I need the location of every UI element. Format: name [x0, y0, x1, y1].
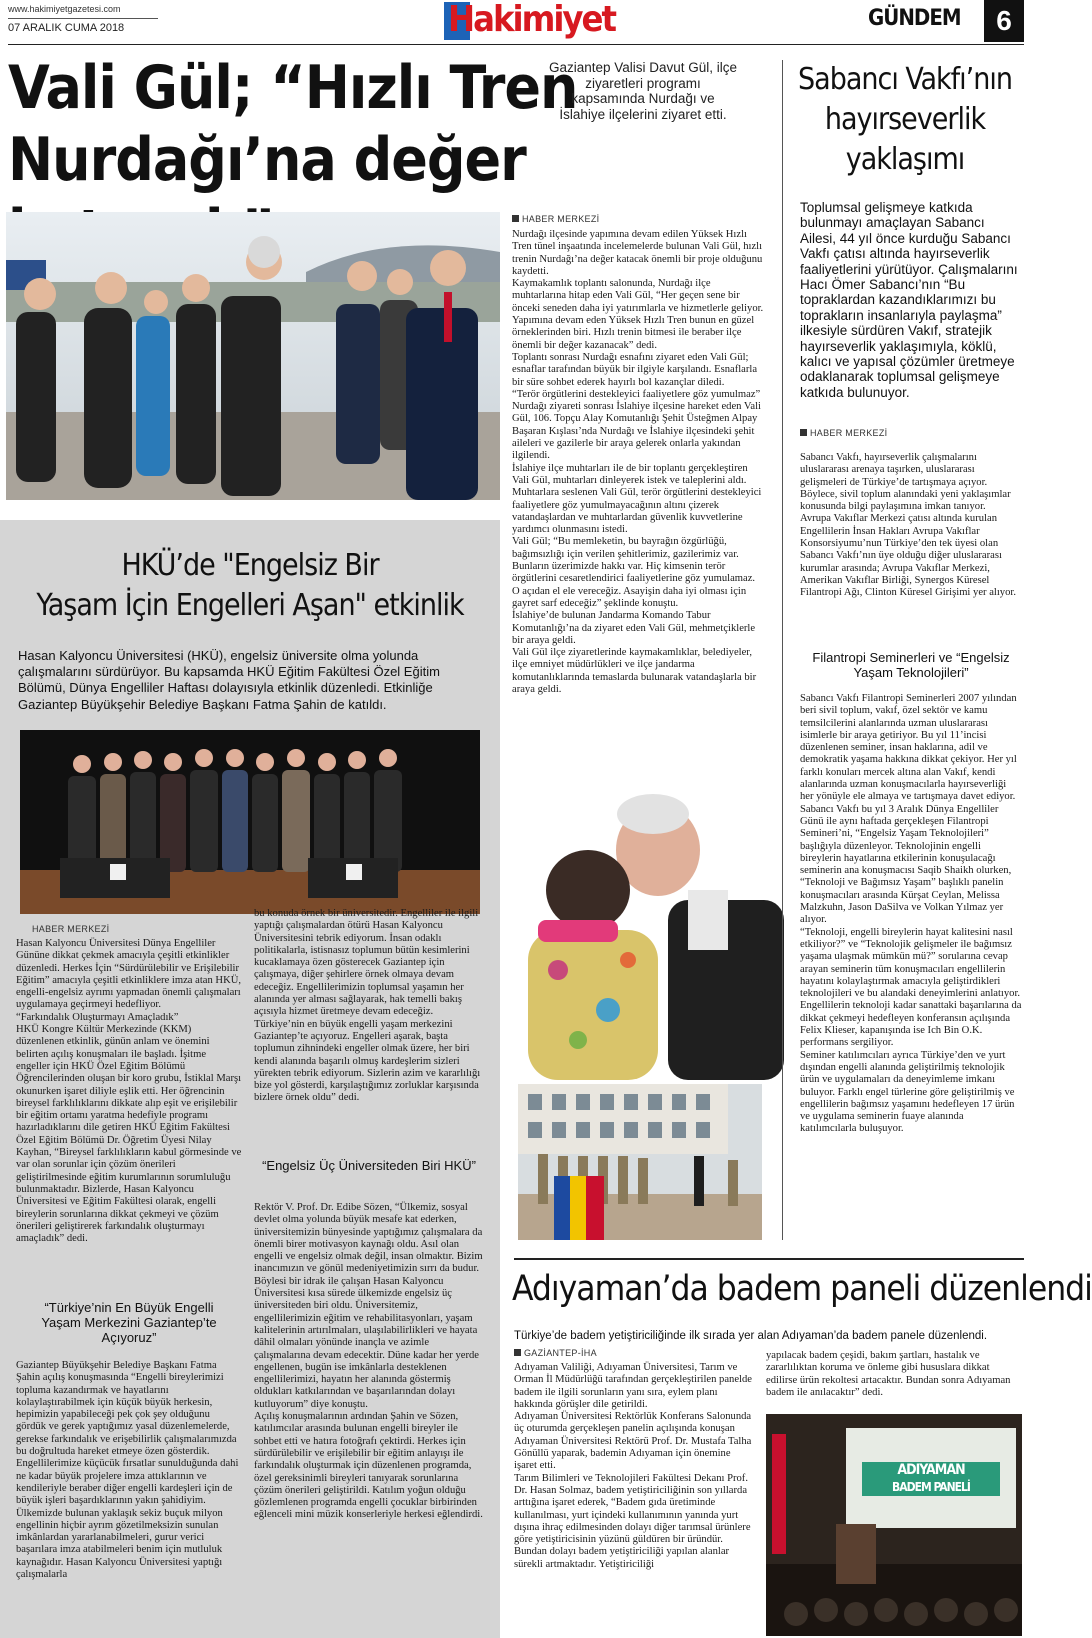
- masthead-rule: [8, 44, 1024, 45]
- hku-story-box: [0, 520, 500, 1638]
- adiyaman-top-rule: [514, 1258, 1024, 1260]
- sabanci-headline: Sabancı Vakfı’nın hayırseverlik yaklaşımı: [798, 62, 1012, 177]
- hku-headline-line2: Yaşam İçin Engelleri Aşan" etkinlik: [36, 588, 464, 623]
- logo-text: Hakimiyet: [448, 0, 615, 40]
- adiyaman-headline: Adıyaman’da badem paneli düzenlendi: [512, 1269, 1092, 1309]
- lead-photo: [6, 212, 500, 500]
- adiyaman-deck: Türkiye’de badem yetiştiriciliğinde ilk sırada yer alan Adıyaman’da badem panele düzenlendi.: [514, 1330, 988, 1342]
- sabanci-byline-text: HABER MERKEZİ: [810, 428, 888, 438]
- hku-col1b: Gaziantep Büyükşehir Belediye Başkanı Fatma Şahin açılış konuşmasında “Engelli bireylerimizi topluma kazandırmak ve hayatlarını kolaylaştırabilmek için küçük büyük herkesin, hepimizin yapabileceği pek çok şey olduğunu gördük ve gerek yaptığımız yasal düzenlemelerde, gerekse farkındalık ve erişebilirlik çalışmalarımızda bu doğrultuda hareket etmeye özen gösterdik. Engellilerimize küçücük fırsatlar sunulduğunda dahi ne kadar büyük projelere imza attıklarının ve kendileriyle beraber diğer engelli kardeşleri için de büyük işleri başardıklarının yakın şahidiyim. Ülkemizde bulunan yaklaşık sekiz buçuk milyon engellinin hiçbir ayrım gözetilmeksizin sunulan imkânlardan yararlanabilmeleri, gurur verici başarılara imza atabilmeleri benim için mutluluk kaynağıdır. Hasan Kalyoncu Üniversitesi yaptığı çalışmalarla: [16, 1360, 239, 1581]
- hku-stage-illustration: [20, 730, 480, 914]
- lead-byline-text: HABER MERKEZİ: [522, 214, 600, 224]
- byline-square-icon: [800, 429, 807, 436]
- lead-headline: Vali Gül; “Hızlı Tren Nurdağı’na değer: [8, 53, 578, 195]
- section-label: GÜNDEM: [868, 6, 961, 31]
- page-number-box: [984, 0, 1024, 42]
- hku-headline-line1: HKÜ’de "Engelsiz Bir: [121, 548, 379, 583]
- hku-col1-subhead: “Türkiye’nin En Büyük Engelli Yaşam Merkezini Gaziantep’te Açıyoruz”: [41, 1300, 217, 1345]
- adiyaman-col2: yapılacak badem çeşidi, bakım şartları, hastalık ve zararlılıktan koruma ve önleme gibi hususlara dikkat edilirse ürün rekoltesi artacaktır. Bundan sonra Adıyaman badem ile anılacaktır” dedi.: [766, 1350, 1011, 1398]
- adiyaman-byline-text: GAZİANTEP-İHA: [524, 1348, 597, 1358]
- column-rule-right: [782, 60, 783, 1240]
- hku-col1: Hasan Kalyoncu Üniversitesi Dünya Engelliler Gününe dikkat çekmek amacıyla çeşitli etkinlikler düzenledi. Herkes İçin “Sürdürülebilir ve Erişilebilir Eğitim” amacıyla çeşitli etkinliklere imza atan HKÜ, engelli-engelsiz ayrımı yapmadan önemli çalışmaları uygulamaya geçirmeyi hedefliyor. “Farkındalık Oluşturmayı Amaçladık” HKÜ Kongre Kültür Merkezinde (KKM) düzenlenen etkinlik, günün anlam ve önemini belirten açılış konuşmaları ile başladı. İşitme engeller için HKÜ Özel Eğitim Bölümü Öğrencilerinden oluşan bir koro grubu, İstiklal Marşı okunurken işaret diliyle eşlik etti. Her öğrencinin bireysel farklılıklarını dikkate alıp eşit ve erişilebilir bir eğitim ortamı yaratma hedefiyle programı hazırladıklarını dile getiren HKÜ Eğitim Fakültesi Özel Eğitim Bölümü Dr. Öğretim Üyesi Nilay Kayhan, “Bireysel farklılıkların kabul görmesinde ve var olan sorunlar için çözüm önerileri geliştirilmesinde eğitim kurumlarının sorumluluğu bulunmaktadır. Bizlerde, Hasan Kalyoncu Üniversitesi ve Eğitim Fakültesi olarak, engelli bireylerin sorunlarına dikkat çekmeyi ve çözüm önerileri geliştirerek farkındalık oluşturmayı amaçladık” dedi.: [16, 938, 242, 1245]
- issue-date: 07 ARALIK CUMA 2018: [8, 22, 125, 34]
- hku-col2b: Rektör V. Prof. Dr. Edibe Sözen, “Ülkemiz, sosyal devlet olma yolunda büyük mesafe kat ederken, üniversitemizin bünyesinde yaptığımız çalışmalara da önemli birer motivasyon kaynağı oldu. Asıl olan engelli ve engelsiz olmak değil, insan olmaktır. Bizim inancımızın ve gönül medeniyetimizin sırrı da budur. Böylesi bir idrak ile çalışan Hasan Kalyoncu Üniversitesi kısa sürede ülkemizde engelsiz üç üniversiteden biri oldu. Üniversitemiz, engellilerimizin eğitim ve rehabilitasyonları, yaşam kalitelerinin artırılmaları, ulaşılabilirlikleri ve hayata dâhil olmaları yönünde inançla ve azimle çalışmalarına devam edecektir. Düne kadar her yerde engellenen, bugün ise imkânlarla desteklenen engellilerimizi, hayatın her alanında göstermiş oldukları katkılarından ve başarılarından dolayı kutluyorum” diye konuştu. Açılış konuşmalarının ardından Şahin ve Sözen, katılımcılar arasında bulunan engelli bireyler ile sohbet etti ve hatıra fotoğrafı çektirdi. Herkes için sürdürülebilir ve erişilebilir bir eğitim anlayışı ile farkındalık oluşturmak için düzenlenen programda, özel gereksinimli bireyleri tanıyarak sorunlarına çözüm önerileri geliştirildi. Katılım yoğun olduğu gözlemlenen programda engelli çocuklar birbirinden eğlenceli mini müzik konserleriyle herkesi eğlendirdi.: [254, 1202, 483, 1521]
- badem-panel-illustration: [766, 1414, 1022, 1636]
- adiyaman-byline: [514, 1348, 597, 1358]
- lead-deck: Gaziantep Valisi Davut Gül, ilçe ziyaretleri programı kapsamında Nurdağı ve İslahiye ilçelerini ziyaret etti.: [548, 60, 738, 122]
- page-number: 6: [996, 5, 1012, 36]
- hakimiyet-logo[interactable]: [444, 2, 630, 40]
- hku-byline: HABER MERKEZİ: [32, 924, 110, 934]
- hku-col2: bu konuda örnek bir üniversitedir. Engelliler ile ilgili yaptığı çalışmalardan ötürü Hasan Kalyoncu Üniversitesini tebrik ediyorum. İnsan odaklı politikalarla, istisnasız toplumun bütün kesimlerini kucaklamaya özen gösterecek Gaziantep için çalışmaya, diğer şehirlere örnek olmaya devam edeceğiz. Engellilerimizin toplumsal yaşamın her alanında yer alması sağlayarak, hak temelli bakış açısıyla hizmet üretmeye devam edeceğiz. Türkiye’nin en büyük engelli yaşam merkezini Gaziantep’te açıyoruz. Engelleri aşarak, başta toplumun zihnindeki engeller olmak üzere, her biri kendi alanında başarılı olmuş kardeşlerim sizleri yürekten tebrik ediyorum. Sizlerin azim ve kararlılığı bize yol gösterdi, karşılaştığımız zorluklar karşısında bizlere örnek oldu” dedi.: [254, 908, 481, 1104]
- sabanci-body-1: Sabancı Vakfı, hayırseverlik çalışmalarını uluslararası arenaya taşırken, uluslararası gelişmeleri de Türkiye’de tartışmaya açıyor. Böylece, sivil toplum alanındaki yeni yaklaşımlar konusunda bilgi paylaşımına imkan tanıyor. Avrupa Vakıflar Merkezi çatısı altında kurulan Engellilerin İnsan Hakları Avrupa Vakıflar Konsorsiyumu’nun Türkiye’den tek üyesi olan Sabancı Vakfı’nın üye olduğu diğer uluslararası kurumlar arasında; Avrupa Vakıflar Merkezi, Amerikan Vakıflar Birliği, Synergos Küresel Filantropi Ağı, Clinton Küresel Girişimi yer alıyor.: [800, 452, 1016, 599]
- adiyaman-col1: Adıyaman Valiliği, Adıyaman Üniversitesi, Tarım ve Orman İl Müdürlüğü tarafından gerçekleştirilen panelde badem ile ilgili sorunların yanı sıra, eylem planı hakkında görüşler dile getirildi. Adıyaman Üniversitesi Rektörlük Konferans Salonunda üç oturumda gerçekleşen panelin açılışında konuşan Adıyaman Üniversitesi Rektörü Prof. Dr. Mustafa Talha Gönüllü yaparak, bademin Adıyaman için önemine işaret etti. Tarım Bilimleri ve Teknolojileri Fakültesi Dekanı Prof. Dr. Hasan Solmaz, badem yetiştiriciliğinin son yıllarda arttığına işaret ederek, “Badem gıda üretiminde kullanılması, yurt içindeki kullanımının yanında yurt dışına ihraç edilmesinden dolayı diğer tarımsal ürünlere göre yetiştiricisinin yüzünü güldüren bir üründür. Bundan dolayı badem yetiştiriciliği yapılan alanlar sürekli artmaktadır. Yetiştiriciliği: [514, 1362, 752, 1570]
- barracks-illustration: [518, 1084, 762, 1240]
- masthead-rule-left: [8, 18, 158, 19]
- barracks-photo: [518, 1084, 762, 1240]
- sabanci-byline: [800, 428, 887, 438]
- byline-square-icon: [514, 1349, 521, 1356]
- lead-body: Nurdağı ilçesinde yapımına devam edilen Yüksek Hızlı Tren tünel inşaatında incelemelerde bulunan Vali Gül, hızlı trenin Nurdağı’na değer katacak önemli bir proje olduğunu kaydetti. Kaymakamlık toplantı salonunda, Nurdağı ilçe muhtarlarına hitap eden Vali Gül, “Her geçen sene bir önceki seneden daha iyi yatırımlarla ve hizmetlerle geliyor. Yapımına devam eden Yüksek Hızlı Tren bunun en güzel örneklerinden biri. Hızlı trenin bitmesi ile beraber ilçe önemli bir değer kazanacak” dedi. Toplantı sonrası Nurdağı esnafını ziyaret eden Vali Gül; esnaflar tarafından büyük bir ilgiyle karşılandı. Esnaflarla bir süre sohbet ederek hayırlı bol kazançlar diledi. “Terör örgütlerini destekleyici faaliyetlere göz yumulmaz” Nurdağı ziyareti sonrası İslahiye ilçesine hareket eden Vali Gül, 106. Topçu Alay Komutanlığı Şehit Üsteğmen Alpay Başaran Kışlası’nda Nurdağı ve İslahiye ilçesindeki şehit aileleri ve gazilerle bir araya gelerek onlarla yakından ilgilendi. İslahiye ilçe muhtarları ile de bir toplantı gerçekleştiren Vali Gül, muhtarları dinleyerek istek ve taleplerini aldı. Muhtarlara seslenen Vali Gül, terör örgütlerini destekleyici faaliyetlere göz yumulmayacağının altını çizerek vatandaşlardan ve muhtarlardan güvenlik kuvvetlerine yardımcı olunmasını istedi. Vali Gül; “Bu memleketin, bu bayrağın özgürlüğü, bağımsızlığı için verilen şehitlerimiz, gazilerimiz var. Bunların üzerimizde hakkı var. Hiç kimsenin terör örgütlerini cesaretlendirici faaliyetlerine göz yumulamaz. O açıdan el ele vereceğiz. Asayişin daha iyi olması için gayret sarf edeceğiz” şeklinde konuştu. İslahiye’de bulunan Jandarma Komando Tabur Komutanlığı’na da ziyaret eden Vali Gül, mehmetçiklerle bir araya geldi. Vali Gül ilçe ziyaretlerinde kaymakamlıklar, belediyeler, ilçe emniyet müdürlükleri ve ilçe jandarma komutanlıklarında temaslarda bulunarak vatandaşlarla bir araya geldi.: [512, 229, 764, 695]
- lead-photo-illustration: [6, 212, 500, 500]
- badem-screen-title-1: ADIYAMAN: [897, 1462, 965, 1478]
- sabanci-body-2: Sabancı Vakfı Filantropi Seminerleri 2007 yılından beri sivil toplum, vakıf, özel sektör ve kamu temsilcilerini alanlarında uzman uluslararası isimlerle bir araya getiriyor. Bu yıl 11’incisi düzenlenen seminer, insan haklarına, adil ve demokratik yaşama hakkına dikkat çekiyor. Her yıl farklı konuları mercek altına alan Vakıf, kendi alanlarında uzman konuşmacılarla hayırseverliği her yönüyle ele almaya ve tartışmaya davet ediyor. Sabancı Vakfı bu yıl 3 Aralık Dünya Engelliler Günü ile aynı haftada gerçekleşen Filantropi Semineri’ni, “Engelsiz Yaşam Teknolojileri” başlığıyla düzenleyor. Teknolojinin engelli bireylerin hayatlarına etkilerinin konuşulacağı seminerin ana konuşmacısı Saqib Shaikh olurken, “Teknoloji ve Bağımsız Yaşam” başlıklı panelin konuşmacıları arasında Kürşat Ceylan, Melissa Malzkuhn, Jason DaSilva ve Volkan Yılmaz yer alıyor. “Teknoloji, engelli bireylerin hayat kalitesini nasıl etkiliyor?” ve “Teknolojik gelişmeler ile bağımsız yaşama ulaşmak mümkün mü?” sorularına cevap arayan seminerin tüm konuşmacıları engellilerin hayatını kolaylaştırmak amacıyla geliştirdikleri teknolojileri ve bu alandaki deneyimlerini anlatıyor. Engellilerin teknoloji kadar sanattaki başarılarına da dikkat çekmeyi hedefleyen konferansın açılışında Felix Klieser, kapanışında ise Ich Bin O.K. performans sergiliyor. Seminer katılımcıları ayrıca Türkiye’den ve yurt dışından engelli alanında geliştirilmiş teknolojik ürün ve uygulamaları da deneyimleme imkanı buluyor. Farklı engel türlerine göre geliştirilmiş ve engellilerin bağımsız yaşamını hedefleyen 17 ürün ve uygulama seminerin fuaye alanında katılımcılarla buluşuyor.: [800, 693, 1022, 1135]
- hku-event-photo: [20, 730, 480, 914]
- governor-child-illustration: [518, 780, 784, 1080]
- governor-child-photo: [518, 780, 784, 1080]
- lead-byline: [512, 214, 599, 224]
- byline-square-icon: [512, 215, 519, 222]
- badem-screen-title-2: BADEM PANELİ: [892, 1480, 970, 1494]
- badem-panel-photo: [766, 1414, 1022, 1636]
- hku-intro: Hasan Kalyoncu Üniversitesi (HKÜ), engelsiz üniversite olma yolunda çalışmalarını sürdürüyor. Bu kapsamda HKÜ Eğitim Fakültesi Özel Eğitim Bölümü, Dünya Engelliler Haftası dolayısıyla etkinlik düzenledi. Etkinliğe Gaziantep Büyükşehir Belediye Başkanı Fatma Şahin de katıldı.: [18, 648, 440, 712]
- hku-col2-subhead: “Engelsiz Üç Üniversiteden Biri HKÜ”: [262, 1158, 476, 1173]
- website-url[interactable]: www.hakimiyetgazetesi.com: [8, 4, 121, 14]
- sabanci-subhead: Filantropi Seminerleri ve “Engelsiz Yaşam Teknolojileri”: [812, 650, 1010, 680]
- sabanci-intro: Toplumsal gelişmeye katkıda bulunmayı amaçlayan Sabancı Ailesi, 44 yıl önce kurduğu Sabancı Vakfı çatısı altında hayırseverlik faaliyetlerini yürütüyor. Çalışmalarını Hacı Ömer Sabancı’nın “Bu topraklardan kazandıklarımızı bu toprakların insanlarıyla paylaşma” ilkesiyle sürdüren Vakıf, stratejik hayırseverlik yaklaşımıyla, köklü, kalıcı ve yapısal çözümler üretmeye odaklanarak toplumsal gelişmeye katkıda bulunuyor.: [800, 200, 1018, 400]
